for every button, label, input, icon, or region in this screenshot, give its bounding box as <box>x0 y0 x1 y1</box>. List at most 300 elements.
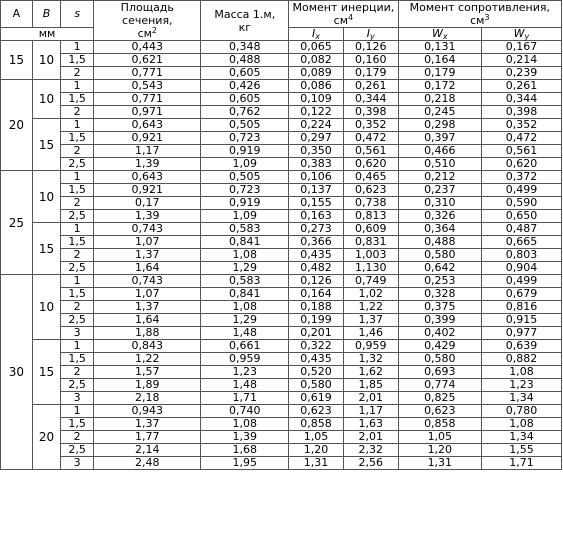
cell-wy: 0,344 <box>481 93 561 106</box>
cell-area: 0,971 <box>94 106 201 119</box>
cell-s: 1 <box>61 405 94 418</box>
table-row <box>1 93 562 106</box>
cell-iy: 1,130 <box>343 262 398 275</box>
cell-ix: 0,273 <box>289 223 344 236</box>
cell-mass: 0,348 <box>201 41 289 54</box>
cell-wx: 0,580 <box>398 353 481 366</box>
cell-iy: 0,561 <box>343 145 398 158</box>
cell-b: 10 <box>32 80 60 119</box>
area-label: Площадь сечения, <box>120 1 174 27</box>
cell-iy: 0,398 <box>343 106 398 119</box>
cell-ix: 0,155 <box>289 197 344 210</box>
cell-ix: 1,20 <box>289 444 344 457</box>
cell-wx: 0,298 <box>398 119 481 132</box>
table-row <box>1 223 562 236</box>
cell-wx: 1,05 <box>398 431 481 444</box>
cell-s: 2,5 <box>61 444 94 457</box>
cell-wx: 0,510 <box>398 158 481 171</box>
cell-area: 2,48 <box>94 457 201 470</box>
cell-wy: 0,650 <box>481 210 561 223</box>
cell-wy: 0,620 <box>481 158 561 171</box>
table-row <box>1 67 562 80</box>
cell-s: 1 <box>61 340 94 353</box>
cell-iy: 0,126 <box>343 41 398 54</box>
cell-s: 1 <box>61 80 94 93</box>
cell-area: 1,37 <box>94 301 201 314</box>
mass-label: Масса 1.м, <box>214 7 276 21</box>
cell-iy: 0,738 <box>343 197 398 210</box>
cell-wx: 0,253 <box>398 275 481 288</box>
cell-iy: 0,352 <box>343 119 398 132</box>
ix-subscript: x <box>315 32 320 41</box>
table-row <box>1 145 562 158</box>
table-row <box>1 119 562 132</box>
cell-mass: 1,09 <box>201 210 289 223</box>
cell-mass: 0,723 <box>201 132 289 145</box>
cell-wy: 0,472 <box>481 132 561 145</box>
cell-area: 1,64 <box>94 262 201 275</box>
cell-ix: 0,383 <box>289 158 344 171</box>
cell-ix: 0,322 <box>289 340 344 353</box>
table-row <box>1 353 562 366</box>
cell-wx: 0,245 <box>398 106 481 119</box>
cell-wy: 0,590 <box>481 197 561 210</box>
resist-label: Момент сопротивления, <box>409 1 551 14</box>
cell-ix: 0,086 <box>289 80 344 93</box>
col-inertia-header <box>289 1 399 28</box>
cell-iy: 2,01 <box>343 392 398 405</box>
cell-mass: 0,841 <box>201 236 289 249</box>
cell-wy: 1,71 <box>481 457 561 470</box>
cell-b: 20 <box>32 405 60 470</box>
cell-iy: 1,32 <box>343 353 398 366</box>
cell-b: 10 <box>32 41 60 80</box>
iy-subscript: y <box>370 32 375 41</box>
cell-wx: 0,237 <box>398 184 481 197</box>
cell-wx: 0,774 <box>398 379 481 392</box>
table-row <box>1 132 562 145</box>
cell-wx: 0,164 <box>398 54 481 67</box>
cell-mass: 0,488 <box>201 54 289 67</box>
cell-area: 1,77 <box>94 431 201 444</box>
cell-area: 1,07 <box>94 288 201 301</box>
cell-ix: 0,435 <box>289 353 344 366</box>
cell-iy: 1,003 <box>343 249 398 262</box>
cell-ix: 1,05 <box>289 431 344 444</box>
cell-iy: 1,37 <box>343 314 398 327</box>
cell-s: 1,5 <box>61 184 94 197</box>
cell-area: 0,443 <box>94 41 201 54</box>
cell-area: 1,64 <box>94 314 201 327</box>
cell-wx: 0,131 <box>398 41 481 54</box>
cell-area: 0,743 <box>94 275 201 288</box>
cell-ix: 0,188 <box>289 301 344 314</box>
cell-area: 1,37 <box>94 249 201 262</box>
cell-wx: 0,328 <box>398 288 481 301</box>
cell-a: 20 <box>1 80 33 171</box>
cell-area: 1,37 <box>94 418 201 431</box>
cell-area: 1,17 <box>94 145 201 158</box>
cell-s: 2 <box>61 249 94 262</box>
cell-mass: 0,583 <box>201 275 289 288</box>
cell-iy: 0,472 <box>343 132 398 145</box>
cell-wy: 0,372 <box>481 171 561 184</box>
cell-area: 1,07 <box>94 236 201 249</box>
cell-mass: 0,426 <box>201 80 289 93</box>
cell-b: 10 <box>32 275 60 340</box>
cell-ix: 0,350 <box>289 145 344 158</box>
cell-mass: 1,23 <box>201 366 289 379</box>
wx-symbol: W <box>432 27 443 40</box>
cell-area: 0,771 <box>94 67 201 80</box>
cell-area: 2,14 <box>94 444 201 457</box>
cell-wy: 1,34 <box>481 392 561 405</box>
cell-s: 1 <box>61 41 94 54</box>
cell-s: 2 <box>61 197 94 210</box>
cell-mass: 1,29 <box>201 314 289 327</box>
cell-mass: 0,505 <box>201 119 289 132</box>
cell-mass: 1,95 <box>201 457 289 470</box>
cell-ix: 0,126 <box>289 275 344 288</box>
table-row <box>1 54 562 67</box>
cell-area: 1,89 <box>94 379 201 392</box>
cell-wx: 0,858 <box>398 418 481 431</box>
cell-iy: 0,179 <box>343 67 398 80</box>
cell-area: 0,643 <box>94 171 201 184</box>
cell-wy: 1,08 <box>481 366 561 379</box>
cell-area: 0,843 <box>94 340 201 353</box>
col-wx-header <box>398 28 481 41</box>
cell-area: 1,39 <box>94 210 201 223</box>
table-row <box>1 262 562 275</box>
cell-iy: 0,749 <box>343 275 398 288</box>
cell-wx: 0,218 <box>398 93 481 106</box>
cell-a: 30 <box>1 275 33 470</box>
cell-wy: 1,08 <box>481 418 561 431</box>
cell-wy: 0,679 <box>481 288 561 301</box>
cell-wx: 0,642 <box>398 262 481 275</box>
cell-mass: 0,605 <box>201 93 289 106</box>
cell-area: 0,743 <box>94 223 201 236</box>
col-s-header: s <box>61 1 94 28</box>
cell-wy: 0,816 <box>481 301 561 314</box>
cell-area: 0,543 <box>94 80 201 93</box>
cell-wy: 0,499 <box>481 275 561 288</box>
cell-s: 2,5 <box>61 379 94 392</box>
ix-symbol: I <box>312 27 316 40</box>
col-b-header: B <box>32 1 60 28</box>
cell-mass: 1,71 <box>201 392 289 405</box>
wy-symbol: W <box>513 27 525 40</box>
table-row <box>1 184 562 197</box>
cell-s: 2 <box>61 366 94 379</box>
unit-mm-label: мм <box>1 28 94 41</box>
cell-wx: 0,693 <box>398 366 481 379</box>
cell-ix: 0,065 <box>289 41 344 54</box>
table-row <box>1 249 562 262</box>
cell-wy: 0,915 <box>481 314 561 327</box>
cell-iy: 1,63 <box>343 418 398 431</box>
cell-ix: 0,858 <box>289 418 344 431</box>
table-row <box>1 171 562 184</box>
cell-mass: 1,09 <box>201 158 289 171</box>
cell-area: 0,921 <box>94 184 201 197</box>
table-row <box>1 379 562 392</box>
cell-wx: 0,375 <box>398 301 481 314</box>
cell-iy: 0,344 <box>343 93 398 106</box>
cell-ix: 0,122 <box>289 106 344 119</box>
table-row <box>1 418 562 431</box>
cell-ix: 0,580 <box>289 379 344 392</box>
table-row <box>1 444 562 457</box>
table-row <box>1 431 562 444</box>
cell-mass: 0,661 <box>201 340 289 353</box>
cell-s: 3 <box>61 327 94 340</box>
cell-wx: 1,31 <box>398 457 481 470</box>
table-row <box>1 210 562 223</box>
cell-wy: 0,665 <box>481 236 561 249</box>
cell-mass: 0,505 <box>201 171 289 184</box>
table-row <box>1 457 562 470</box>
inertia-unit: см <box>333 14 349 27</box>
cell-ix: 0,199 <box>289 314 344 327</box>
cell-ix: 0,623 <box>289 405 344 418</box>
cell-mass: 1,48 <box>201 379 289 392</box>
cell-s: 2,5 <box>61 210 94 223</box>
cell-s: 1 <box>61 119 94 132</box>
cell-mass: 0,583 <box>201 223 289 236</box>
cell-wy: 0,780 <box>481 405 561 418</box>
cell-a: 25 <box>1 171 33 275</box>
cell-s: 2,5 <box>61 158 94 171</box>
wy-subscript: y <box>524 32 530 41</box>
cell-s: 1,5 <box>61 132 94 145</box>
cell-iy: 1,17 <box>343 405 398 418</box>
cell-iy: 1,02 <box>343 288 398 301</box>
col-resist-header <box>398 1 561 28</box>
col-ix-header <box>289 28 344 41</box>
cell-wy: 0,398 <box>481 106 561 119</box>
cell-wx: 0,580 <box>398 249 481 262</box>
cell-area: 1,88 <box>94 327 201 340</box>
cell-area: 1,22 <box>94 353 201 366</box>
table-row <box>1 106 562 119</box>
cell-wy: 0,561 <box>481 145 561 158</box>
mass-unit: кг <box>238 20 251 34</box>
cell-mass: 0,919 <box>201 145 289 158</box>
cell-wx: 0,172 <box>398 80 481 93</box>
cell-s: 2,5 <box>61 314 94 327</box>
cell-b: 10 <box>32 171 60 223</box>
cell-wx: 0,429 <box>398 340 481 353</box>
cell-ix: 0,224 <box>289 119 344 132</box>
cell-iy: 1,62 <box>343 366 398 379</box>
cell-area: 0,771 <box>94 93 201 106</box>
cell-mass: 0,959 <box>201 353 289 366</box>
cell-ix: 0,201 <box>289 327 344 340</box>
cell-area: 0,943 <box>94 405 201 418</box>
col-a-header: A <box>1 1 33 28</box>
cell-area: 0,621 <box>94 54 201 67</box>
col-iy-header <box>343 28 398 41</box>
cell-mass: 1,68 <box>201 444 289 457</box>
cell-ix: 0,297 <box>289 132 344 145</box>
cell-b: 15 <box>32 119 60 171</box>
table-row <box>1 327 562 340</box>
cell-s: 2 <box>61 431 94 444</box>
table-row <box>1 340 562 353</box>
cell-wx: 0,212 <box>398 171 481 184</box>
cell-mass: 0,740 <box>201 405 289 418</box>
cell-iy: 1,46 <box>343 327 398 340</box>
cell-wx: 0,310 <box>398 197 481 210</box>
table-row <box>1 405 562 418</box>
cell-wx: 0,364 <box>398 223 481 236</box>
cell-mass: 0,841 <box>201 288 289 301</box>
cell-wx: 0,623 <box>398 405 481 418</box>
cell-s: 2 <box>61 301 94 314</box>
col-wy-header <box>481 28 561 41</box>
cell-wy: 0,167 <box>481 41 561 54</box>
cell-ix: 0,164 <box>289 288 344 301</box>
cell-s: 2 <box>61 67 94 80</box>
cell-s: 1,5 <box>61 236 94 249</box>
inertia-unit-power: 4 <box>348 13 354 22</box>
cell-wx: 0,397 <box>398 132 481 145</box>
cell-wy: 0,803 <box>481 249 561 262</box>
iy-symbol: I <box>366 27 371 40</box>
resist-unit-power: 3 <box>484 13 490 22</box>
cell-mass: 1,08 <box>201 418 289 431</box>
cell-iy: 0,623 <box>343 184 398 197</box>
cell-iy: 1,22 <box>343 301 398 314</box>
cell-wy: 0,904 <box>481 262 561 275</box>
cell-b: 15 <box>32 340 60 405</box>
cell-b: 15 <box>32 223 60 275</box>
cell-ix: 0,089 <box>289 67 344 80</box>
cell-s: 1,5 <box>61 54 94 67</box>
cell-wy: 0,239 <box>481 67 561 80</box>
cell-wy: 0,639 <box>481 340 561 353</box>
table-row <box>1 275 562 288</box>
cell-iy: 0,959 <box>343 340 398 353</box>
table-row <box>1 197 562 210</box>
cell-mass: 1,08 <box>201 249 289 262</box>
cell-ix: 1,31 <box>289 457 344 470</box>
cell-s: 3 <box>61 392 94 405</box>
cell-area: 0,17 <box>94 197 201 210</box>
table-row <box>1 392 562 405</box>
resist-unit: см <box>470 14 485 27</box>
cell-ix: 0,366 <box>289 236 344 249</box>
cell-mass: 1,29 <box>201 262 289 275</box>
cell-ix: 0,619 <box>289 392 344 405</box>
inertia-label: Момент инерции, <box>292 1 395 14</box>
cell-mass: 1,39 <box>201 431 289 444</box>
cell-mass: 0,919 <box>201 197 289 210</box>
cell-a: 15 <box>1 41 33 80</box>
cell-s: 1,5 <box>61 93 94 106</box>
cell-ix: 0,482 <box>289 262 344 275</box>
cell-s: 1 <box>61 171 94 184</box>
table-row <box>1 80 562 93</box>
cell-wx: 0,466 <box>398 145 481 158</box>
table-row <box>1 288 562 301</box>
cell-mass: 0,723 <box>201 184 289 197</box>
cell-wx: 0,399 <box>398 314 481 327</box>
table-row <box>1 158 562 171</box>
cell-iy: 1,85 <box>343 379 398 392</box>
cell-s: 2 <box>61 106 94 119</box>
cell-s: 2,5 <box>61 262 94 275</box>
cell-s: 1 <box>61 275 94 288</box>
wx-subscript: x <box>442 32 448 41</box>
cell-ix: 0,082 <box>289 54 344 67</box>
cell-area: 0,921 <box>94 132 201 145</box>
cell-iy: 2,01 <box>343 431 398 444</box>
cell-wy: 1,34 <box>481 431 561 444</box>
cell-ix: 0,435 <box>289 249 344 262</box>
cell-ix: 0,109 <box>289 93 344 106</box>
cell-s: 1,5 <box>61 418 94 431</box>
cell-s: 2 <box>61 145 94 158</box>
area-unit: см <box>137 27 152 40</box>
cell-wy: 0,352 <box>481 119 561 132</box>
cell-iy: 0,620 <box>343 158 398 171</box>
cell-area: 0,643 <box>94 119 201 132</box>
cell-ix: 0,137 <box>289 184 344 197</box>
cell-area: 1,39 <box>94 158 201 171</box>
cell-wy: 0,499 <box>481 184 561 197</box>
cell-wy: 1,55 <box>481 444 561 457</box>
table-row <box>1 236 562 249</box>
cell-mass: 0,762 <box>201 106 289 119</box>
cell-wx: 0,179 <box>398 67 481 80</box>
cell-ix: 0,520 <box>289 366 344 379</box>
col-mass-header <box>201 1 289 41</box>
cell-iy: 0,831 <box>343 236 398 249</box>
cell-wy: 0,882 <box>481 353 561 366</box>
cell-wx: 0,402 <box>398 327 481 340</box>
cell-ix: 0,106 <box>289 171 344 184</box>
col-area-header <box>94 1 201 41</box>
cell-wy: 1,23 <box>481 379 561 392</box>
cell-iy: 2,56 <box>343 457 398 470</box>
cell-iy: 0,813 <box>343 210 398 223</box>
cell-mass: 0,605 <box>201 67 289 80</box>
cell-s: 1 <box>61 223 94 236</box>
cell-s: 1,5 <box>61 353 94 366</box>
cell-iy: 0,261 <box>343 80 398 93</box>
table-row <box>1 366 562 379</box>
cell-iy: 2,32 <box>343 444 398 457</box>
table-row <box>1 41 562 54</box>
cell-mass: 1,48 <box>201 327 289 340</box>
cell-wy: 0,977 <box>481 327 561 340</box>
cell-s: 1,5 <box>61 288 94 301</box>
cell-wx: 0,488 <box>398 236 481 249</box>
cell-wx: 1,20 <box>398 444 481 457</box>
cell-wx: 0,825 <box>398 392 481 405</box>
cell-wy: 0,214 <box>481 54 561 67</box>
cell-area: 2,18 <box>94 392 201 405</box>
cell-area: 1,57 <box>94 366 201 379</box>
cell-iy: 0,160 <box>343 54 398 67</box>
cell-ix: 0,163 <box>289 210 344 223</box>
cell-wx: 0,326 <box>398 210 481 223</box>
cell-wy: 0,261 <box>481 80 561 93</box>
cell-mass: 1,08 <box>201 301 289 314</box>
